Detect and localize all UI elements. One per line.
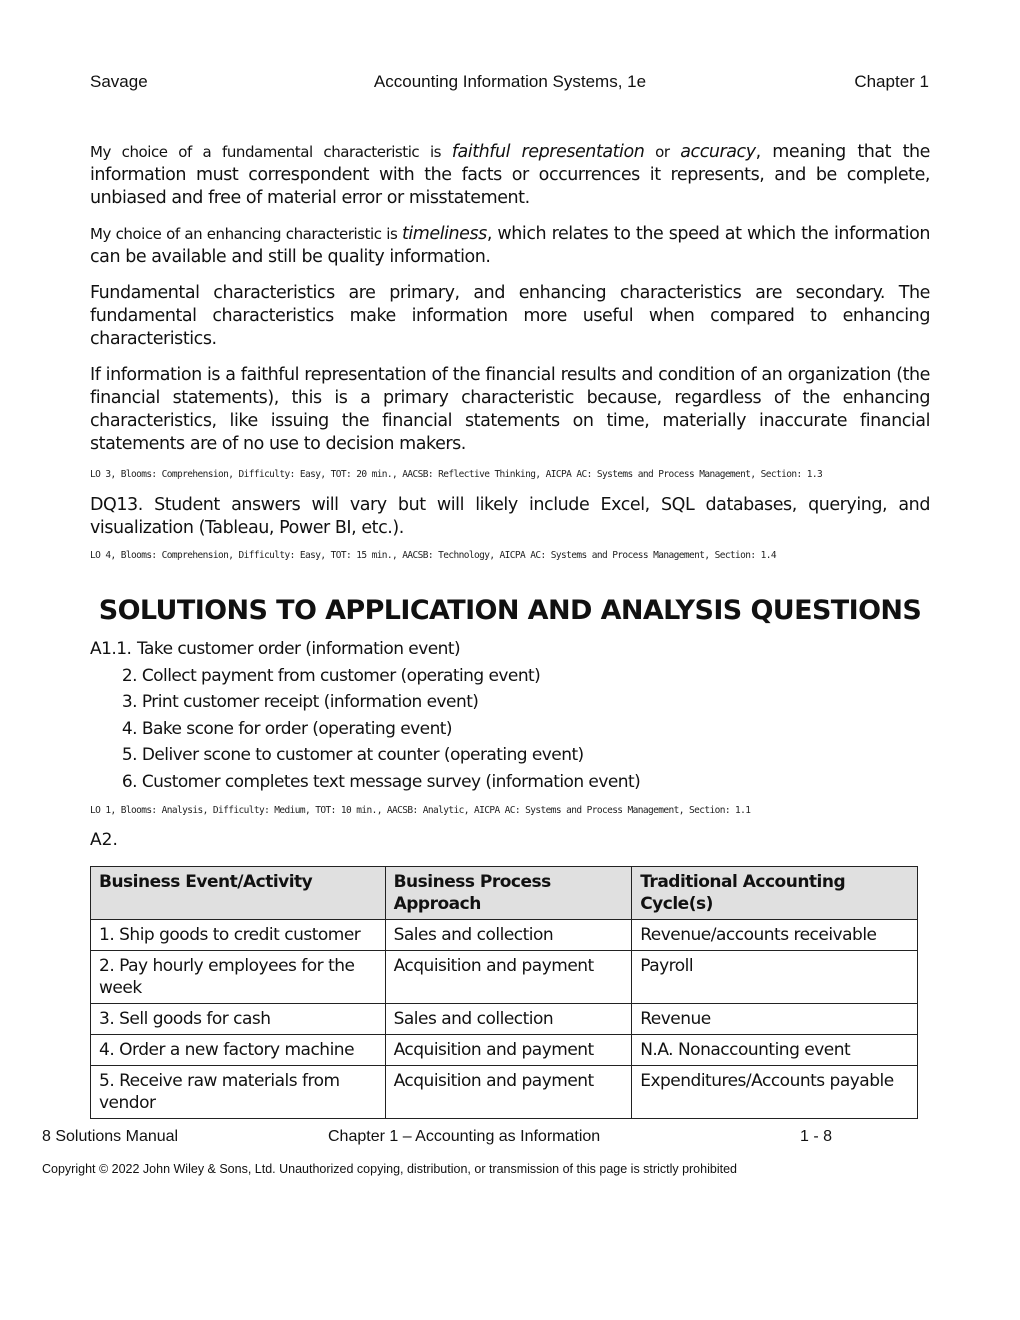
- table-cell: 1. Ship goods to credit customer: [91, 920, 386, 951]
- paragraph-faithful-representation: If information is a faithful representation of the financial results and condition of an organization (the financial statements), this is a primary characteristic because, regardless of the enhancing characteristics, like issuing the financial statements on time, materially inaccurate financial statements are of no use to decision makers.: [90, 365, 930, 454]
- list-item: 5. Deliver scone to customer at counter (operating event): [121, 745, 584, 765]
- metadata-lo1: LO 1, Blooms: Analysis, Difficulty: Medium, TOT: 10 min., AACSB: Analytic, AICPA AC: Systems and Process Management, Section: 1.1: [90, 805, 751, 816]
- header-chapter: Chapter 1: [854, 72, 929, 91]
- metadata-lo3: LO 3, Blooms: Comprehension, Difficulty: Easy, TOT: 20 min., AACSB: Reflective Thinking, AICPA AC: Systems and Process Management, Section: 1.3: [90, 469, 823, 480]
- table-row: [91, 1035, 918, 1066]
- metadata-lo4: LO 4, Blooms: Comprehension, Difficulty: Easy, TOT: 15 min., AACSB: Technology, AICPA AC: Systems and Process Management, Section: 1.4: [90, 550, 777, 561]
- footer-copyright: Copyright © 2022 John Wiley & Sons, Ltd. Unauthorized copying, distribution, or transmission of this page is strictly prohibited: [42, 1162, 737, 1176]
- footer-manual: 8 Solutions Manual: [42, 1128, 179, 1145]
- column-header: Business Process Approach: [385, 867, 632, 920]
- column-header: Business Event/Activity: [91, 867, 386, 920]
- list-item: 6. Customer completes text message survey (information event): [121, 771, 641, 792]
- table-row: [91, 1066, 918, 1119]
- table-cell: Payroll: [632, 951, 918, 1004]
- a2-table: [90, 866, 918, 1119]
- table-row: [91, 1004, 918, 1035]
- column-header: Traditional Accounting Cycle(s): [632, 867, 918, 920]
- list-item: 4. Bake scone for order (operating event): [121, 718, 452, 739]
- table-header-row: [91, 867, 918, 920]
- paragraph-dq13: DQ13. Student answers will vary but will likely include Excel, SQL databases, querying, and visualization (Tableau, Power BI, etc.).: [90, 495, 930, 538]
- main-content: [90, 141, 930, 1119]
- table-cell: 4. Order a new factory machine: [91, 1035, 386, 1066]
- table-row: [91, 920, 918, 951]
- table-cell: N.A. Nonaccounting event: [632, 1035, 918, 1066]
- table-cell: 3. Sell goods for cash: [91, 1004, 386, 1035]
- table-cell: Acquisition and payment: [385, 1066, 632, 1119]
- table-cell: Sales and collection: [385, 1004, 632, 1035]
- list-item: 2. Collect payment from customer (operating event): [121, 665, 541, 686]
- list-item: A1.1. Take customer order (information event): [90, 639, 461, 659]
- table-cell: Revenue/accounts receivable: [632, 920, 918, 951]
- table-cell: Revenue: [632, 1004, 918, 1035]
- footer-page-number: 1 - 8: [800, 1128, 833, 1145]
- list-item: 3. Print customer receipt (information event): [121, 692, 479, 712]
- section-title: SOLUTIONS TO APPLICATION AND ANALYSIS QUESTIONS: [98, 595, 922, 626]
- header-author: Savage: [90, 72, 148, 91]
- a1-event-list: [90, 636, 930, 795]
- table-cell: Acquisition and payment: [385, 951, 632, 1004]
- paragraph-primary-secondary: Fundamental characteristics are primary, and enhancing characteristics are secondary. The fundamental characteristics make information more useful when compared to enhancing characteristics.: [90, 283, 930, 349]
- header-book-title: Accounting Information Systems, 1e: [373, 72, 647, 91]
- a2-label: A2.: [90, 830, 118, 850]
- table-cell: 2. Pay hourly employees for the week: [91, 951, 386, 1004]
- table-row: [91, 951, 918, 1004]
- paragraph-enhancing-choice: My choice of an enhancing characteristic is timeliness, which relates to the speed at which the information can be available and still be quality information.: [90, 224, 930, 267]
- footer-chapter-title: Chapter 1 – Accounting as Information: [328, 1128, 601, 1145]
- table-cell: Acquisition and payment: [385, 1035, 632, 1066]
- table-cell: Expenditures/Accounts payable: [632, 1066, 918, 1119]
- paragraph-fundamental-choice: My choice of a fundamental characteristic is faithful representation or accuracy, meaning that the information must correspondent with the facts or occurrences it represents, and be complete, unbiased and free of material error or misstatement.: [90, 142, 930, 208]
- table-cell: 5. Receive raw materials from vendor: [91, 1066, 386, 1119]
- table-cell: Sales and collection: [385, 920, 632, 951]
